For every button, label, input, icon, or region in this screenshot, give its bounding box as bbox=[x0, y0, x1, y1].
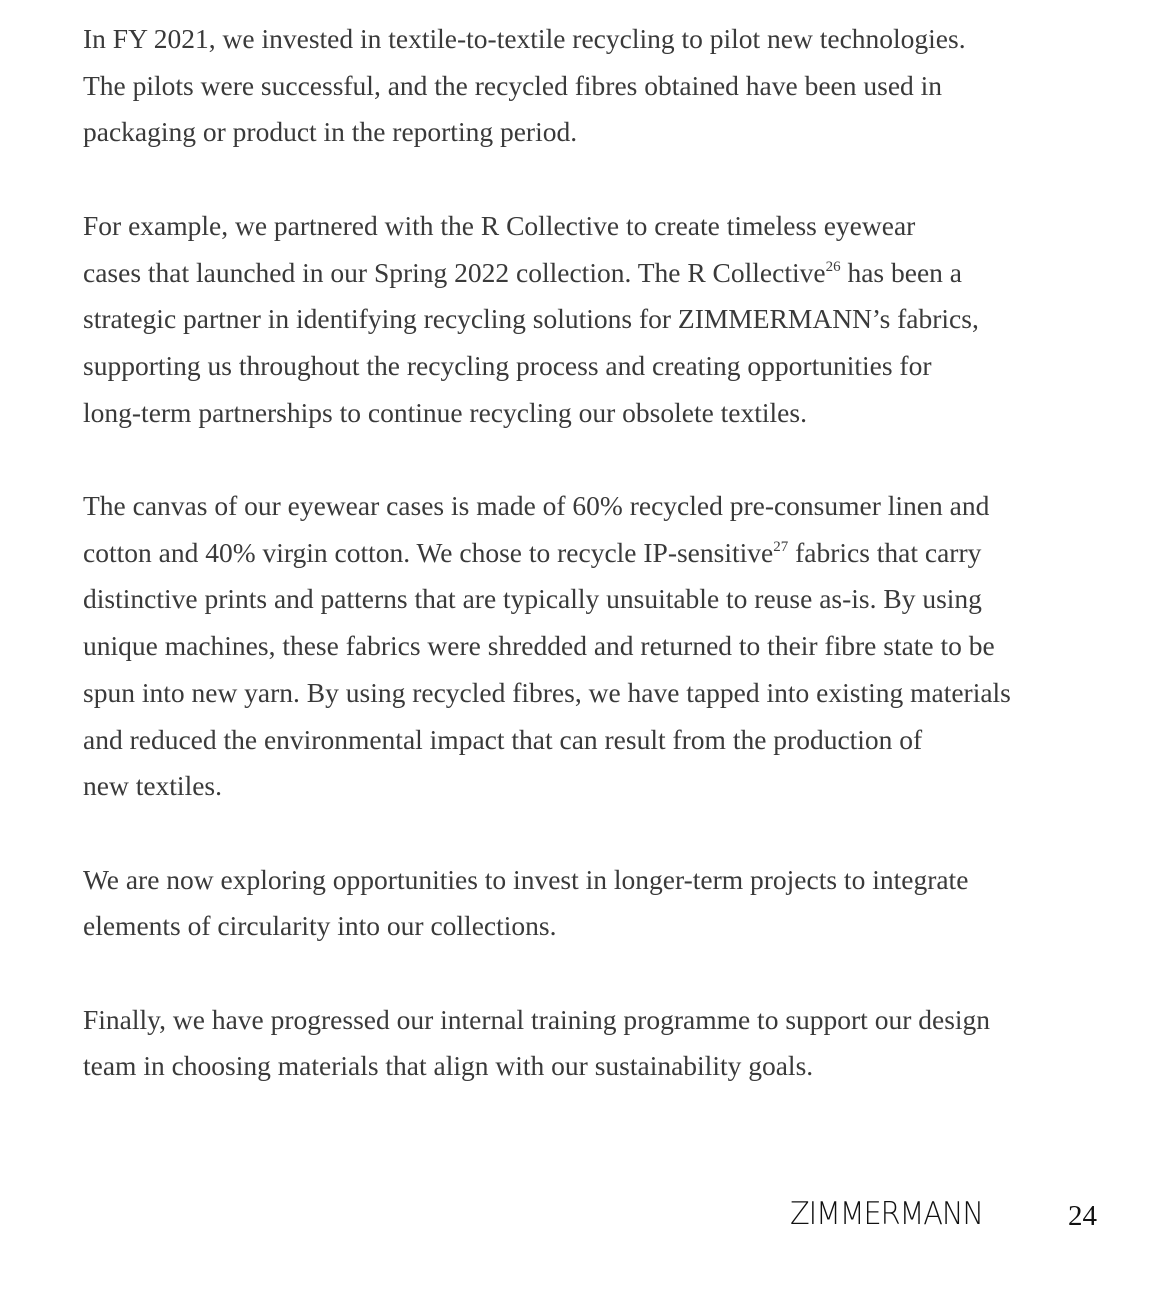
paragraph-5 bbox=[83, 997, 1083, 1090]
text-line: packaging or product in the reporting period. bbox=[83, 116, 578, 148]
brand-logo: ZIMMERMANN bbox=[790, 1196, 983, 1232]
page-footer bbox=[0, 1192, 1169, 1242]
text-line: spun into new yarn. By using recycled fibres, we have tapped into existing materials bbox=[83, 676, 1011, 708]
text-line: team in choosing materials that align with our sustainability goals. bbox=[83, 1050, 814, 1082]
text-line: Finally, we have progressed our internal training programme to support our design bbox=[83, 1003, 991, 1035]
text-line: supporting us throughout the recycling process and creating opportunities for bbox=[83, 349, 932, 381]
text-segment: has been a bbox=[840, 256, 962, 288]
text-segment: cases that launched in our Spring 2022 collection. The R Collective bbox=[83, 256, 826, 288]
text-line-with-footnote bbox=[83, 530, 1083, 577]
text-line-with-footnote bbox=[83, 250, 1083, 297]
footnote-ref-26: 26 bbox=[825, 258, 841, 275]
page-number: 24 bbox=[1068, 1200, 1097, 1232]
text-line: unique machines, these fabrics were shredded and returned to their fibre state to be bbox=[83, 630, 995, 662]
paragraph-2 bbox=[83, 203, 1083, 437]
body-text bbox=[83, 16, 1083, 1090]
paragraph-1 bbox=[83, 16, 1083, 156]
text-line: In FY 2021, we invested in textile-to-textile recycling to pilot new technologies. bbox=[83, 23, 966, 54]
footnote-ref-27: 27 bbox=[773, 538, 789, 555]
text-line: We are now exploring opportunities to invest in longer-term projects to integrate bbox=[83, 863, 969, 895]
text-line: new textiles. bbox=[83, 770, 222, 802]
text-line: The pilots were successful, and the recycled fibres obtained have been used in bbox=[83, 69, 943, 101]
text-line: strategic partner in identifying recycling solutions for ZIMMERMANN’s fabrics, bbox=[83, 303, 979, 335]
paragraph-4 bbox=[83, 857, 1083, 950]
text-segment: cotton and 40% virgin cotton. We chose to recycle IP-sensitive bbox=[83, 536, 774, 568]
text-line: distinctive prints and patterns that are typically unsuitable to reuse as-is. By using bbox=[83, 583, 982, 615]
text-line: elements of circularity into our collections. bbox=[83, 910, 557, 942]
paragraph-3 bbox=[83, 483, 1083, 810]
text-line: For example, we partnered with the R Collective to create timeless eyewear bbox=[83, 209, 916, 241]
text-line: long-term partnerships to continue recycling our obsolete textiles. bbox=[83, 396, 807, 428]
text-segment: fabrics that carry bbox=[788, 536, 982, 568]
text-line: and reduced the environmental impact that can result from the production of bbox=[83, 723, 923, 755]
text-line: The canvas of our eyewear cases is made of 60% recycled pre-consumer linen and bbox=[83, 490, 990, 521]
